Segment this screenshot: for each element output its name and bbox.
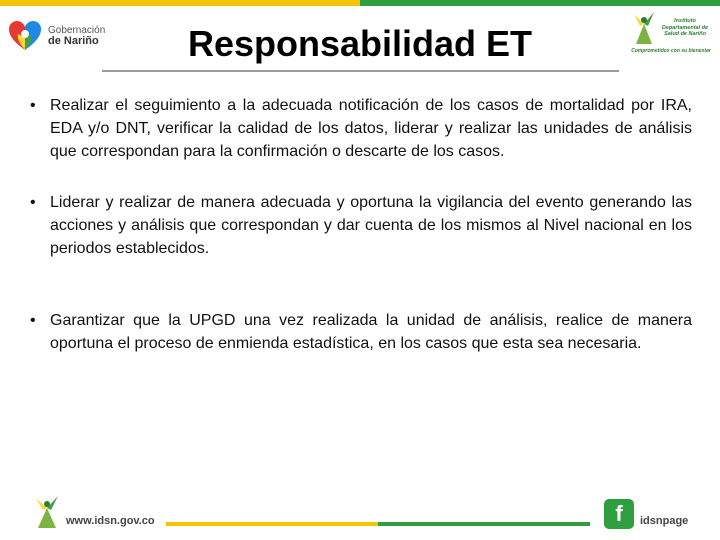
footer-line-green xyxy=(378,522,590,526)
bullet-marker: • xyxy=(30,312,36,329)
top-bar-green xyxy=(360,0,720,6)
facebook-icon[interactable]: f xyxy=(604,499,634,529)
bullet-text: Realizar el seguimiento a la adecuada notificación de los casos de mortalidad por IRA, EDA y/o DNT, verificar la calidad de los datos, liderar y realizar las unidades de análisis que correspondan para la confirmación o descarte de los casos. xyxy=(50,97,692,160)
top-color-bar xyxy=(0,0,720,6)
footer-line-yellow xyxy=(166,522,378,526)
bullet-marker: • xyxy=(30,194,36,211)
footer-color-line xyxy=(166,522,590,526)
idsn-slogan: Comprometidos con su bienestar xyxy=(631,48,711,54)
title-underline xyxy=(102,70,619,72)
top-bar-yellow xyxy=(0,0,360,6)
idsn-institute-name: Instituto Departamental de Salud de Nariño xyxy=(661,18,709,37)
footer-website-link[interactable]: www.idsn.gov.co xyxy=(66,515,155,527)
gobernacion-logo-text xyxy=(48,25,105,47)
heart-logo-icon xyxy=(8,20,42,52)
bullet-item xyxy=(30,191,692,260)
bullet-text: Garantizar que la UPGD una vez realizada la unidad de análisis, realice de manera oportuna el proceso de enmienda estadística, en los casos que esta sea necesaria. xyxy=(50,312,692,352)
logo-left-line2: de Nariño xyxy=(48,35,99,47)
bullet-item xyxy=(30,94,692,163)
bullet-marker: • xyxy=(30,97,36,114)
idsn-logo xyxy=(622,8,714,62)
person-figure-icon xyxy=(630,10,658,46)
page-title: Responsabilidad ET xyxy=(187,23,533,64)
logo-left-line1: Gobernación xyxy=(48,25,106,36)
bullet-text: Liderar y realizar de manera adecuada y oportuna la vigilancia del evento generando las acciones y análisis que correspondan y dar cuenta de los mismos al Nivel nacional en los periodos establecidos. xyxy=(50,194,692,257)
footer-facebook-page[interactable]: idsnpage xyxy=(640,515,689,527)
footer-person-logo-icon xyxy=(32,494,62,530)
bullet-item xyxy=(30,309,692,355)
bullet-list xyxy=(30,94,692,355)
